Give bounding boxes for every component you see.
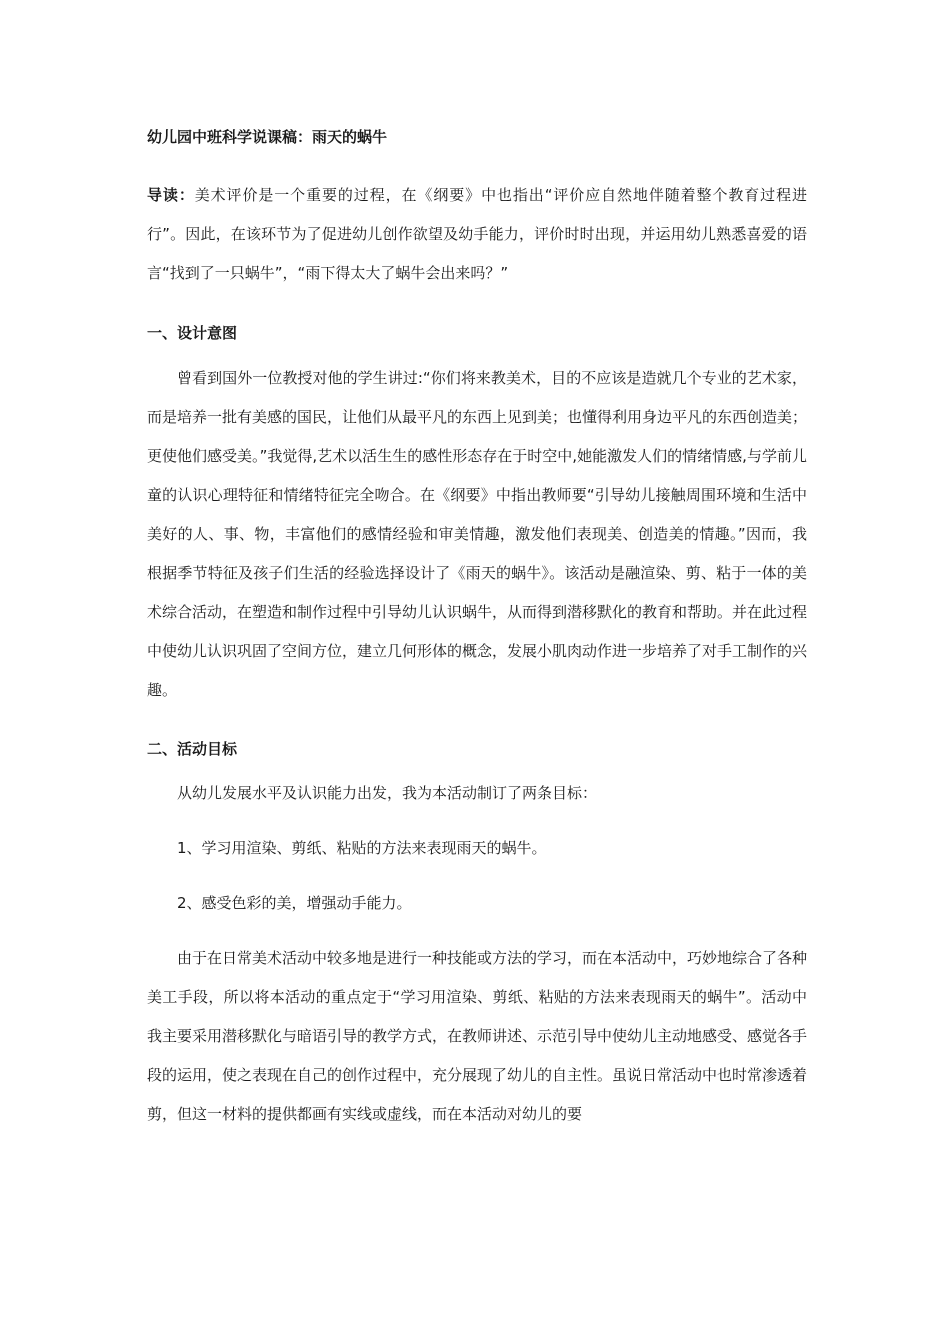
intro-lead: 导读： [147, 186, 195, 204]
document-title: 幼儿园中班科学说课稿：雨天的蜗牛 [147, 128, 388, 146]
activity-goal-item-2: 2、感受色彩的美，增强动手能力。 [177, 894, 412, 912]
section-heading-design-intent: 一、设计意图 [147, 324, 238, 342]
activity-goal-item-1: 1、学习用渲染、剪纸、粘贴的方法来表现雨天的蜗牛。 [177, 839, 547, 857]
activity-goals-paragraph: 由于在日常美术活动中较多地是进行一种技能或方法的学习，而在本活动中，巧妙地综合了各种美工手段，所以将本活动的重点定于“学习用渲染、剪纸、粘贴的方法来表现雨天的蜗牛”。活动中我主要采用潜移默化与暗语引导的教学方式，在教师讲述、示范引导中使幼儿主动地感受、感觉各手段的运用，使之表现在自己的创作过程中，充分展现了幼儿的自主性。虽说日常活动中也时常渗透着剪，但这一材料的提供都画有实线或虚线，而在本活动对幼儿的要 [147, 949, 808, 1123]
intro-text: 美术评价是一个重要的过程，在《纲要》中也指出“评价应自然地伴随着整个教育过程进行”。因此，在该环节为了促进幼儿创作欲望及幼手能力，评价时时出现，并运用幼儿熟悉喜爱的语言“找到了一只蜗牛”，“雨下得太大了蜗牛会出来吗？” [147, 186, 807, 282]
intro-paragraph [147, 176, 807, 293]
section-heading-activity-goals: 二、活动目标 [147, 740, 238, 758]
design-intent-paragraph: 曾看到国外一位教授对他的学生讲过:“你们将来教美术，目的不应该是造就几个专业的艺术家，而是培养一批有美感的国民，让他们从最平凡的东西上见到美；也懂得利用身边平凡的东西创造美；更使他们感受美。”我觉得,艺术以活生生的感性形态存在于时空中,她能激发人们的情绪情感,与学前儿童的认识心理特征和情绪特征完全吻合。在《纲要》中指出教师要“引导幼儿接触周围环境和生活中美好的人、事、物，丰富他们的感情经验和审美情趣，激发他们表现美、创造美的情趣。”因而，我根据季节特征及孩子们生活的经验选择设计了《雨天的蜗牛》。该活动是融渲染、剪、粘于一体的美术综合活动，在塑造和制作过程中引导幼儿认识蜗牛，从而得到潜移默化的教育和帮助。并在此过程中使幼儿认识巩固了空间方位，建立几何形体的概念，发展小肌肉动作进一步培养了对手工制作的兴趣。 [147, 369, 808, 699]
activity-goals-intro: 从幼儿发展水平及认识能力出发，我为本活动制订了两条目标： [177, 784, 598, 802]
document-page [147, 126, 807, 1134]
